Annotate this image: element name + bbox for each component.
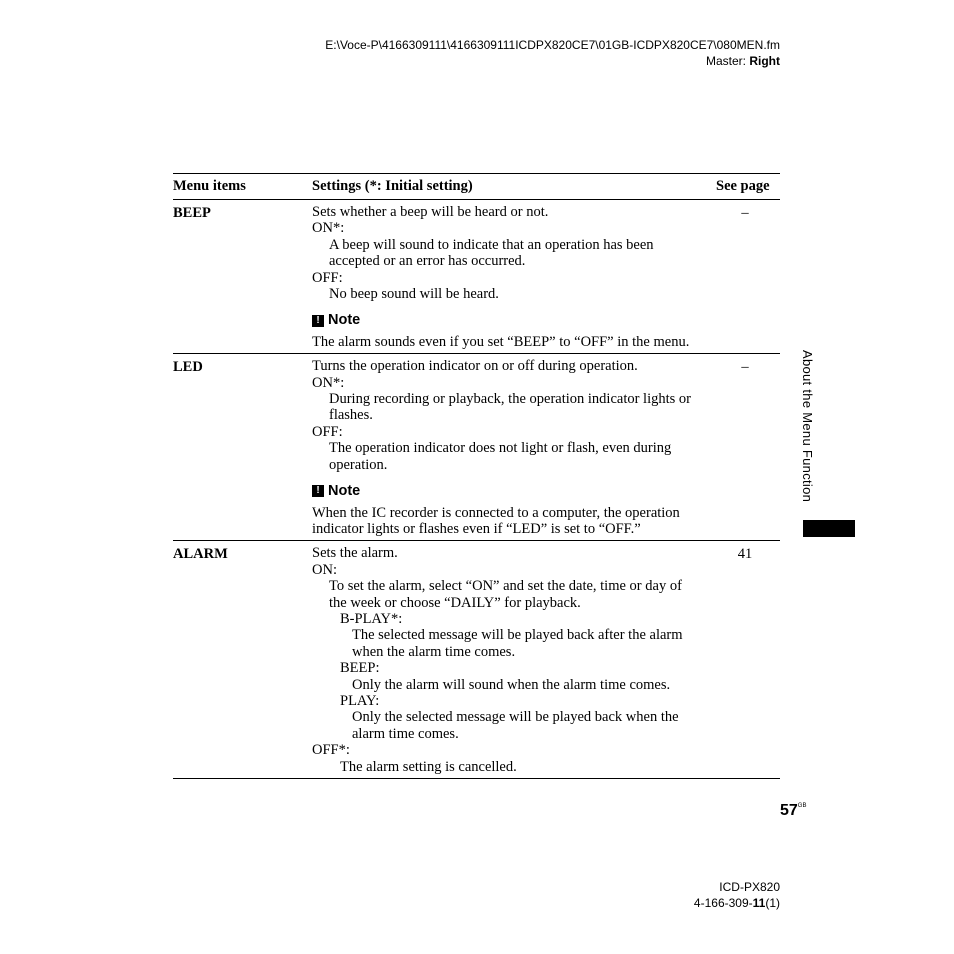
note-title: Note [328, 312, 361, 329]
file-path: E:\Voce-P\4166309111\4166309111ICDPX820CE7\01GB-ICDPX820CE7\080MEN.fm [325, 38, 780, 52]
table-row-alarm [173, 541, 780, 779]
page-number [780, 802, 806, 820]
off-text: The alarm setting is cancelled. [340, 758, 517, 775]
menu-table [173, 173, 780, 779]
page-beep: – [741, 205, 749, 221]
bplay-text: The selected message will be played back after the alarm [352, 627, 683, 644]
part-code-prefix: 4-166-309- [693, 896, 753, 910]
table-row-beep [173, 200, 780, 354]
table-row-led [173, 354, 780, 541]
note-icon: ! [312, 485, 324, 497]
page-number-suffix: GB [797, 803, 807, 809]
model-number: ICD-PX820 [719, 880, 780, 894]
note-title: Note [328, 483, 361, 500]
col-settings: Settings (*: Initial setting) [312, 178, 473, 194]
note-icon: ! [312, 315, 324, 327]
master-label: Master: [706, 54, 750, 68]
settings-led [312, 354, 717, 540]
off-label: OFF*: [312, 742, 350, 759]
on-text: accepted or an error has occurred. [329, 253, 526, 270]
play-text: alarm time comes. [352, 725, 459, 742]
part-code-suffix: (1) [765, 896, 780, 910]
side-tab-label: About the Menu Function [800, 350, 815, 503]
side-tab-marker [803, 520, 855, 537]
on-text: the week or choose “DAILY” for playback. [329, 594, 581, 611]
table-header [173, 173, 780, 200]
document-header [325, 37, 780, 69]
master-line [325, 53, 780, 69]
note-text: indicator lights or flashes even if “LED” is set to “OFF.” [312, 520, 641, 537]
off-text: operation. [329, 456, 388, 473]
bplay-text: when the alarm time comes. [352, 643, 516, 660]
page-led: – [741, 359, 749, 376]
off-text: The operation indicator does not light or flash, even during [329, 440, 672, 457]
on-label: ON*: [312, 220, 345, 237]
beep-text: Only the alarm will sound when the alarm time comes. [352, 676, 671, 693]
master-value: Right [749, 54, 780, 68]
settings-beep [312, 200, 717, 353]
on-text: To set the alarm, select “ON” and set the date, time or day of [329, 578, 682, 595]
play-text: Only the selected message will be played back when the [352, 709, 679, 726]
page-number-value: 57 [780, 802, 798, 819]
note-text: When the IC recorder is connected to a computer, the operation [312, 504, 680, 521]
desc: Turns the operation indicator on or off during operation. [312, 358, 638, 375]
item-beep: BEEP [173, 205, 211, 221]
item-led: LED [173, 359, 203, 376]
part-code-bold: 11 [752, 896, 766, 910]
part-code [694, 895, 780, 911]
beep-label: BEEP: [340, 660, 380, 677]
off-label: OFF: [312, 269, 343, 286]
note-heading [312, 312, 717, 328]
item-alarm: ALARM [173, 546, 228, 563]
play-label: PLAY: [340, 692, 380, 709]
page-alarm: 41 [737, 546, 753, 563]
note-text: The alarm sounds even if you set “BEEP” to “OFF” in the menu. [312, 333, 690, 350]
bplay-label: B-PLAY*: [340, 610, 403, 627]
on-label: ON: [312, 561, 337, 578]
col-menu-items: Menu items [173, 178, 246, 194]
col-see-page: See page [716, 178, 770, 194]
document-footer [694, 879, 780, 911]
on-text: A beep will sound to indicate that an operation has been [329, 236, 654, 253]
on-text: flashes. [329, 407, 373, 424]
off-text: No beep sound will be heard. [329, 286, 499, 303]
desc: Sets whether a beep will be heard or not. [312, 204, 549, 220]
off-label: OFF: [312, 423, 343, 440]
settings-alarm [312, 541, 717, 778]
on-label: ON*: [312, 374, 345, 391]
desc: Sets the alarm. [312, 545, 398, 562]
on-text: During recording or playback, the operation indicator lights or [329, 391, 691, 408]
note-heading [312, 483, 717, 499]
